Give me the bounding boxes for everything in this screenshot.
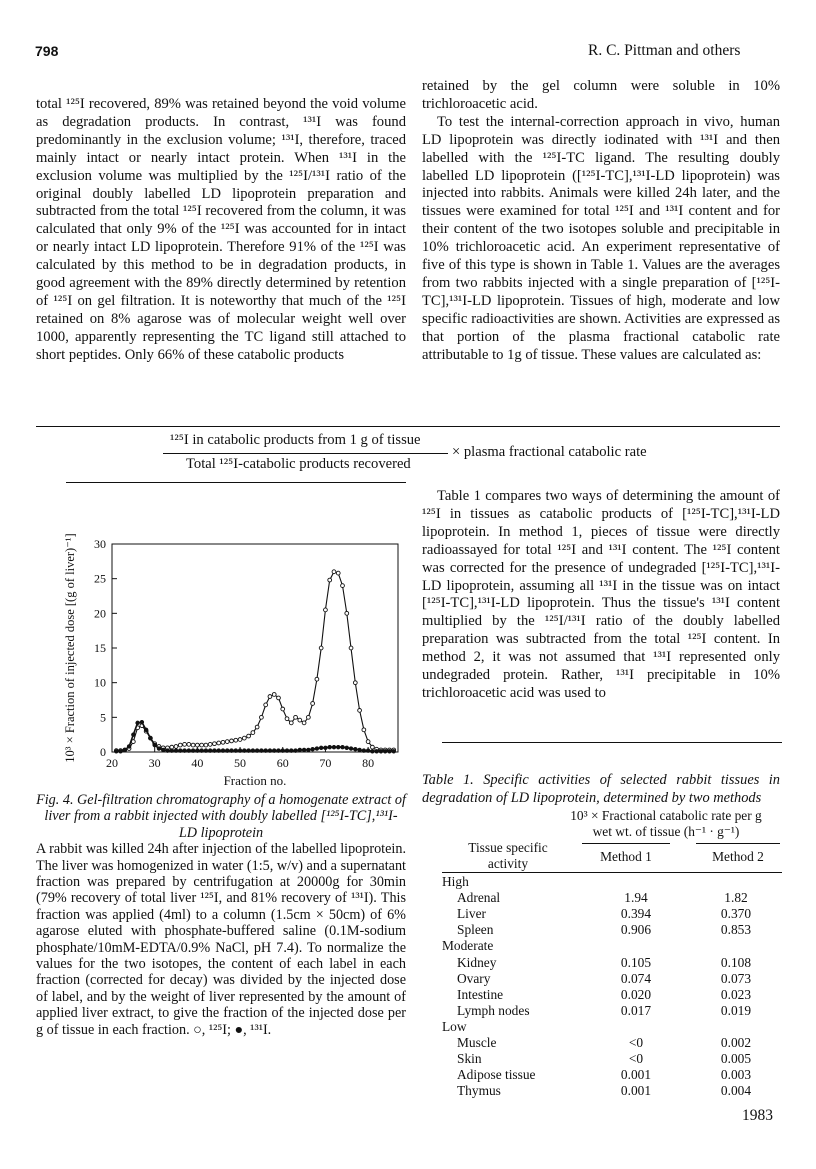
data-point-i125 [247,734,251,738]
table-1 [442,874,782,1099]
data-point-i125 [294,715,298,719]
data-point-i125 [183,742,187,746]
data-point-i131 [234,749,238,753]
data-point-i125 [353,681,357,685]
data-point-i131 [153,743,157,747]
table-col-tissue-line1: Tissue specific [468,840,548,855]
data-point-i131 [336,745,340,749]
data-point-i131 [306,748,310,752]
table-cell-method2: 0.073 [720,970,752,986]
table-cell-tissue: Spleen [457,922,494,938]
x-axis-label: Fraction no. [223,773,287,788]
data-point-i125 [306,715,310,719]
data-point-i131 [242,749,246,753]
table-cell-method1: 0.020 [620,986,652,1002]
table-group-label: High [442,874,469,890]
table-cell-tissue: Adrenal [457,890,501,906]
data-point-i131 [178,749,182,753]
table-cell-tissue: Ovary [457,970,491,986]
left-paragraph-1: total ¹²⁵I recovered, 89% was retained beyond the void volume as degradation products. In contrast, ¹³¹I was found predominantly in the exclusion volume; ¹³¹I, therefore, traced mainly intact or nearly intact protein. When ¹³¹I in the exclusion volume was multiplied by the ¹²⁵I/¹³¹I ratio of the original doubly labelled LD lipoprotein preparation and subtracted from the total ¹²⁵I recovered from the column, it was calculated that only 9% of the ¹²⁵I was accounted for in intact or nearly intact LD lipoprotein. Therefore 91% of the ¹²⁵I was calculated by this method to be in degradation products, in good agreement with the 89% directly determined by retention of ¹²⁵I on gel filtration. It is noteworthy that much of the ¹²⁵I retained on 8% agarose was of molecular weight well over 1000, apparently representing the TC ligand still attached to short peptides. Only 66% of these catabolic products [36,96,406,363]
right-paragraph-2: To test the internal-correction approach in vivo, human LD lipoprotein was directly iodinated with ¹³¹I and then labelled with the ¹²⁵I-TC ligand. The resulting doubly labelled LD lipoprotein ([¹²⁵I-TC],¹³¹I-LD lipoprotein) was injected into rabbits. Animals were killed 24h later, and the tissues were examined for total ¹²⁵I and ¹³¹I content and for their content of the two isotopes soluble and precipitable in 10% trichloroacetic acid. An experiment representative of five of this type is shown in Table 1. Values are the averages from two rabbits injected with a single preparation of [¹²⁵I-TC],¹³¹I-LD lipoprotein. Tissues of high, moderate and low specific radioactivities are shown. Activities are expressed as that portion of the plasma fractional catabolic rate attributable to 1g of tissue. These values are calculated as: [422,113,780,363]
x-tick-label: 40 [191,756,204,770]
data-point-i125 [225,740,229,744]
data-point-i125 [213,742,217,746]
table-cell-tissue: Skin [457,1051,482,1067]
data-point-i131 [341,745,345,749]
figure-top-rule [66,482,406,483]
page-number: 798 [35,43,59,59]
data-point-i131 [264,749,268,753]
data-point-i125 [324,608,328,612]
fraction-bar [163,453,448,454]
x-tick-label: 80 [362,756,375,770]
table-cell-method2: 0.853 [720,922,752,938]
table-cell-method1: 0.017 [620,1002,652,1018]
table-row [442,954,782,970]
data-point-i131 [183,749,187,753]
table-cell-method2: 0.023 [720,986,752,1002]
data-point-i131 [332,745,336,749]
table-cell-method1: 0.906 [620,922,652,938]
figure-caption-title: Fig. 4. Gel-filtration chromatography of a homogenate extract of liver from a rabbit injected with doubly labelled [¹²⁵I-TC],¹³¹I-LD lipoprotein [36,792,406,841]
data-point-i131 [349,747,353,751]
table-cell-method1: 0.105 [620,954,652,970]
data-point-i131 [277,749,281,753]
data-point-i125 [264,703,268,707]
data-point-i125 [315,677,319,681]
x-tick-label: 50 [234,756,247,770]
method2-underline [696,843,780,844]
data-point-i131 [191,749,195,753]
data-point-i131 [127,745,131,749]
table-group-row [442,938,782,954]
data-point-i131 [200,749,204,753]
data-point-i131 [298,748,302,752]
table-span-header-line1: 10³ × Fractional catabolic rate per g [570,808,762,823]
data-point-i131 [119,749,123,753]
data-point-i125 [332,570,336,574]
data-point-i125 [191,743,195,747]
data-point-i131 [353,747,357,751]
table-span-header-line2: wet wt. of tissue (h⁻¹ · g⁻¹) [592,824,740,839]
data-point-i131 [388,749,392,753]
table-group-label: Moderate [442,938,494,954]
table-row [442,1083,782,1099]
data-point-i131 [144,728,148,732]
data-point-i125 [272,693,276,697]
table-cell-method1: 0.394 [620,906,652,922]
data-point-i131 [289,749,293,753]
x-tick-label: 20 [106,756,118,770]
right-paragraph-1: retained by the gel column were soluble in 10% trichloroacetic acid. [422,78,780,112]
data-point-i131 [328,745,332,749]
section-divider [36,426,780,427]
table-header-rule [442,872,782,873]
data-point-i125 [178,743,182,747]
table-top-rule [442,742,782,743]
table-row [442,987,782,1003]
table-col-method2: Method 2 [712,849,764,864]
data-point-i131 [324,746,328,750]
data-point-i131 [238,749,242,753]
data-point-i131 [195,749,199,753]
data-point-i125 [255,725,259,729]
data-point-i131 [225,749,229,753]
data-point-i125 [187,742,191,746]
table-col-tissue-header [448,840,568,872]
data-point-i131 [345,746,349,750]
data-point-i125 [349,646,353,650]
table-cell-method2: 0.370 [720,906,752,922]
y-tick-label: 25 [94,571,106,586]
data-point-i125 [208,742,212,746]
table-group-row [442,874,782,890]
table-group-row [442,1019,782,1035]
data-point-i125 [234,738,238,742]
data-point-i125 [195,743,199,747]
data-point-i131 [260,749,264,753]
data-point-i131 [358,748,362,752]
left-column-text [36,96,406,365]
formula-numerator: ¹²⁵I in catabolic products from 1 g of tissue [170,432,421,448]
data-point-i131 [217,749,221,753]
y-tick-label: 20 [94,606,106,621]
data-point-i125 [221,740,225,744]
data-point-i125 [281,707,285,711]
table-cell-tissue: Kidney [457,954,497,970]
data-point-i131 [383,749,387,753]
table-row [442,1067,782,1083]
table-row [442,906,782,922]
table-cell-method1: <0 [628,1051,644,1067]
table-cell-tissue: Thymus [457,1083,501,1099]
table-cell-method2: 0.108 [720,954,752,970]
table-group-label: Low [442,1018,467,1034]
table-col-method1: Method 1 [600,849,652,864]
data-point-i125 [285,717,289,721]
data-point-i125 [174,745,178,749]
table-cell-method2: 0.003 [720,1067,752,1083]
data-point-i131 [272,749,276,753]
data-point-i125 [311,702,315,706]
table-cell-tissue: Lymph nodes [457,1002,530,1018]
data-point-i131 [230,749,234,753]
figure-4-chart [50,530,410,790]
figure-caption-body: A rabbit was killed 24h after injection of the labelled lipoprotein. The liver was homogenized in water (1:5, w/v) and a supernatant fraction was prepared by centrifugation at 20000g for 30min (79% recovery of total liver ¹²⁵I, and 81% recovery of ¹³¹I). This fraction was applied (4ml) to a column (1.5cm × 50cm) of 6% agarose eluted with phosphate-buffered saline (0.1M-sodium phosphate/10mM-EDTA/0.9% NaCl, pH 7.4). To normalize the values for the two isotopes, the content of each label in each fraction (corrected for decay) was divided by the injected dose of label, and by the weight of liver represented by the amount of applied liver extract, to give the fraction of the injected dose per g of tissue in each fraction. ○, ¹²⁵I; ●, ¹³¹I. [36,841,406,1038]
x-tick-label: 60 [276,756,289,770]
table-cell-tissue: Liver [457,906,486,922]
data-point-i131 [281,749,285,753]
data-point-i125 [200,743,204,747]
data-point-i125 [345,611,349,615]
table-cell-method2: 0.004 [720,1083,752,1099]
table-cell-method2: 1.82 [724,890,748,906]
footer-year: 1983 [742,1107,773,1124]
data-point-i131 [379,749,383,753]
data-point-i131 [255,749,259,753]
y-tick-label: 0 [100,745,106,759]
data-point-i125 [319,646,323,650]
data-point-i131 [268,749,272,753]
running-head: R. C. Pittman and others [588,42,741,59]
data-point-i131 [251,749,255,753]
plot-frame [112,544,398,752]
y-tick-label: 10 [94,675,106,690]
method1-underline [582,843,670,844]
data-point-i131 [174,749,178,753]
data-point-i125 [358,709,362,713]
y-tick-label: 15 [94,641,106,655]
data-point-i131 [131,733,135,737]
data-point-i125 [277,696,281,700]
table-cell-tissue: Adipose tissue [457,1067,536,1083]
data-point-i131 [319,746,323,750]
data-point-i131 [114,749,118,753]
data-point-i125 [370,745,374,749]
table-row [442,1051,782,1067]
data-point-i131 [213,749,217,753]
table-row [442,922,782,938]
table-span-header [552,808,780,840]
table-cell-method2: 0.002 [720,1034,752,1050]
data-point-i131 [362,749,366,753]
table-row [442,890,782,906]
y-tick-label: 30 [94,537,106,551]
data-point-i131 [170,749,174,753]
data-point-i131 [392,749,396,753]
table-cell-method1: 0.001 [620,1067,652,1083]
data-point-i125 [268,695,272,699]
table-row [442,1003,782,1019]
data-point-i131 [247,749,251,753]
data-point-i125 [366,740,370,744]
table-row [442,971,782,987]
table-cell-method2: 0.019 [720,1002,752,1018]
data-point-i131 [161,748,165,752]
data-point-i131 [157,747,161,751]
data-point-i125 [217,741,221,745]
series-line-i125 [116,572,393,751]
table-cell-method2: 0.005 [720,1051,752,1067]
x-tick-label: 30 [148,756,161,770]
table-title: Table 1. Specific activities of selected rabbit tissues in degradation of LD lipoprotein, determined by two methods [422,772,780,806]
data-point-i131 [187,749,191,753]
data-point-i131 [294,749,298,753]
data-point-i131 [370,749,374,753]
data-point-i131 [285,749,289,753]
figure-caption [36,792,406,1038]
table-col-tissue-line2: activity [487,856,529,871]
data-point-i125 [341,584,345,588]
data-point-i125 [302,721,306,725]
data-point-i125 [238,738,242,742]
table-cell-tissue: Intestine [457,986,504,1002]
data-point-i125 [289,721,293,725]
data-point-i131 [208,749,212,753]
table-cell-tissue: Muscle [457,1034,497,1050]
data-point-i131 [204,749,208,753]
table-cell-method1: 0.001 [620,1083,652,1099]
data-point-i131 [221,749,225,753]
data-point-i131 [366,749,370,753]
formula-denominator: Total ¹²⁵I-catabolic products recovered [186,456,411,472]
data-point-i131 [315,747,319,751]
data-point-i131 [302,748,306,752]
data-point-i125 [204,743,208,747]
data-point-i125 [298,718,302,722]
data-point-i125 [242,736,246,740]
data-point-i131 [136,721,140,725]
table-cell-method1: 1.94 [624,890,648,906]
right-column-text-2 [422,488,780,703]
y-axis-label: 10³ × Fraction of injected dose [(g of liver)⁻¹] [63,533,77,763]
right-column-text [422,78,780,365]
data-point-i131 [311,747,315,751]
data-point-i125 [362,728,366,732]
data-point-i125 [230,739,234,743]
data-point-i131 [149,736,153,740]
table-cell-method1: <0 [628,1034,644,1050]
table-cell-method1: 0.074 [620,970,652,986]
data-point-i131 [123,748,127,752]
data-point-i131 [140,720,144,724]
data-point-i131 [375,749,379,753]
data-point-i131 [166,749,170,753]
table-row [442,1035,782,1051]
x-tick-label: 70 [319,756,332,770]
data-point-i125 [336,571,340,575]
y-tick-label: 5 [100,710,106,725]
data-point-i125 [260,715,264,719]
right-paragraph-3: Table 1 compares two ways of determining the amount of ¹²⁵I in tissues as catabolic products of [¹²⁵I-TC],¹³¹I-LD lipoprotein. In method 1, pieces of tissue were directly radioassayed for total ¹²⁵I and ¹³¹I content. The ¹²⁵I content was corrected for the presence of undegraded [¹²⁵I-TC],¹³¹I-LD lipoprotein, assuming all ¹³¹I in the tissue was on intact [¹²⁵I-TC],¹³¹I-LD lipoprotein. Thus the tissue's ¹³¹I content multiplied by the ¹²⁵I/¹³¹I ratio of the doubly labelled preparation was subtracted from the total ¹²⁵I content. In method 2, it was not assumed that ¹³¹I represented only undegraded protein. Rather, ¹³¹I precipitable in 10% trichloroacetic acid was used to [422,488,780,701]
data-point-i125 [328,578,332,582]
formula-multiplier: × plasma fractional catabolic rate [452,444,647,460]
data-point-i125 [251,731,255,735]
